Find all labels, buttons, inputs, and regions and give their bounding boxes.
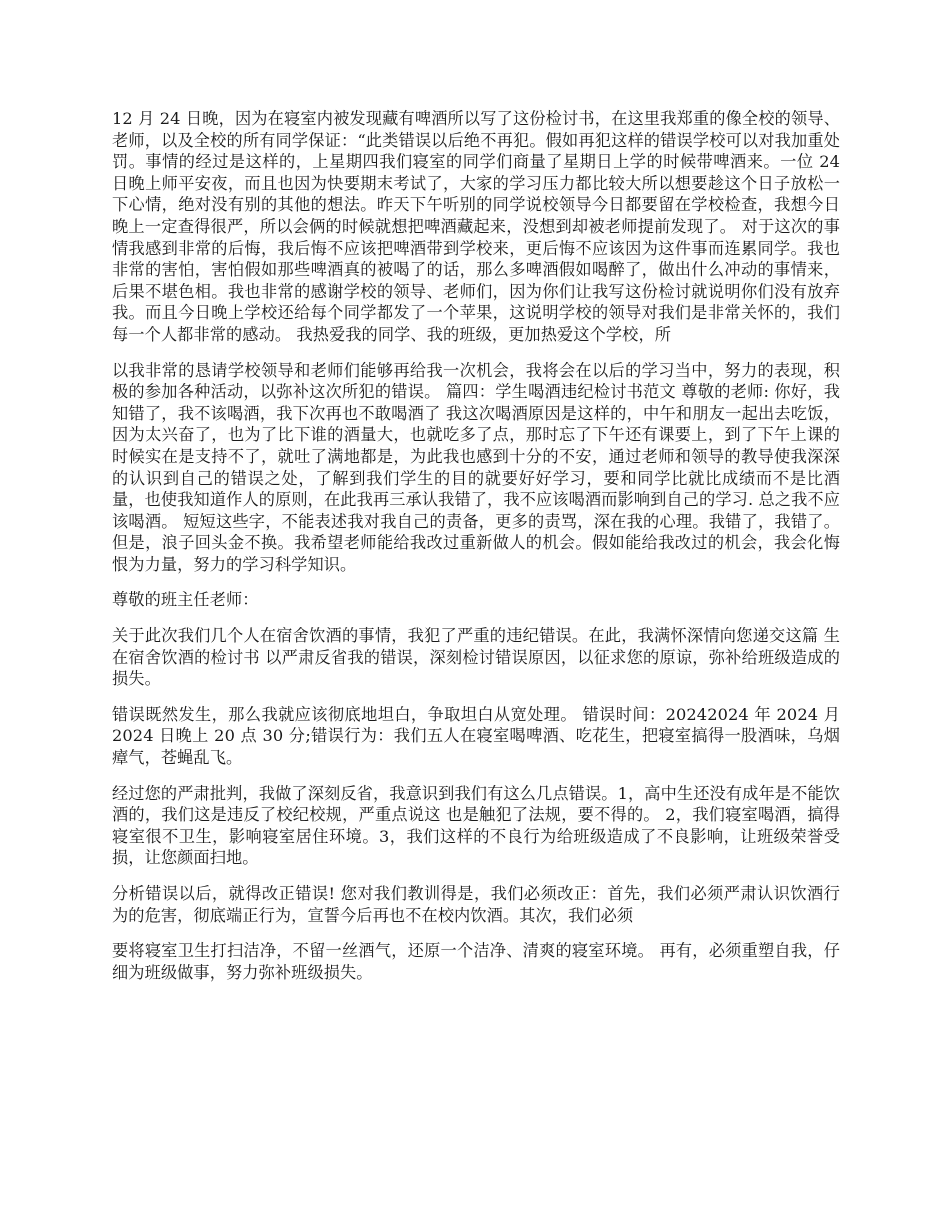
- paragraph-7: 要将寝室卫生打扫洁净，不留一丝酒气，还原一个洁净、清爽的寝室环境。 再有，必须重塑自我，仔细为班级做事，努力弥补班级损失。: [112, 941, 840, 982]
- salutation: 尊敬的班主任老师：: [112, 590, 259, 610]
- paragraph-1: 12 月 24 日晚，因为在寝室内被发现藏有啤酒所以写了这份检讨书，在这里我郑重的像全校的领导、老师，以及全校的所有同学保证：“此类错误以后绝不再犯。假如再犯这样的错误学校可以对我加重处罚。事情的经过是这样的，上星期四我们寝室的同学们商量了星期日上学的时候带啤酒来。一位 24 日晚上师平安夜，而且也因为快要期末考试了，大家的学习压力都比较大所以想要趁这个日子放松一下心情，绝对没有别的其他的想法。昨天下午听别的同学说校领导今日都要留在学校检查，我想今日晚上一定查得很严，所以会俩的时候就想把啤酒藏起来，没想到却被老师提前发现了。 对于这次的事情我感到非常的后悔，我后悔不应该把啤酒带到学校来，更后悔不应该因为这件事而连累同学。我也非常的害怕，害怕假如那些啤酒真的被喝了的话，那么多啤酒假如喝醉了，做出什么冲动的事情来，后果不堪色相。我也非常的感谢学校的领导、老师们，因为你们让我写这份检讨就说明你们没有放弃我。而且今日晚上学校还给每个同学都发了一个苹果，这说明学校的领导对我们是非常关怀的，我们每一个人都非常的感动。 我热爱我的同学、我的班级，更加热爱这个学校，所: [112, 109, 840, 344]
- document-body: [112, 108, 840, 997]
- paragraph-6: 分析错误以后，就得改正错误! 您对我们教训得是，我们必须改正：首先，我们必须严肃认识饮酒行为的危害，彻底端正行为，宣誓今后再也不在校内饮酒。其次，我们必须: [112, 884, 840, 925]
- paragraph-4: 错误既然发生，那么我就应该彻底地坦白，争取坦白从宽处理。 错误时间：20242024 年 2024 月 2024 日晚上 20 点 30 分;错误行为：我们五人在寝室喝啤酒、吃花生，把寝室搞得一股酒味，乌烟瘴气，苍蝇乱飞。: [112, 704, 840, 768]
- paragraph-2: 以我非常的恳请学校领导和老师们能够再给我一次机会，我将会在以后的学习当中，努力的表现，积极的参加各种活动，以弥补这次所犯的错误。 篇四：学生喝酒违纪检讨书范文 尊敬的老师: 你好，我知错了，我不该喝酒，我下次再也不敢喝酒了 我这次喝酒原因是这样的，中午和朋友一起出去吃饭，因为太兴奋了，也为了比下谁的酒量大，也就吃多了点，那时忘了下午还有课要上，到了下午上课的时候实在是支持不了，就吐了满地都是，为此我也感到十分的不安，通过老师和领导的教导使我深深的认识到自己的错误之处，了解到我们学生的目的就要好好学习，要和同学比就比成绩而不是比酒量，也使我知道作人的原则，在此我再三承认我错了，我不应该喝酒而影响到自己的学习. 总之我不应该喝酒。 短短这些字，不能表述我对我自己的责备，更多的责骂，深在我的心理。我错了，我错了。但是，浪子回头金不换。我希望老师能给我改过重新做人的机会。假如能给我改过的机会，我会化悔恨为力量，努力的学习科学知识。: [112, 360, 840, 574]
- paragraph-5: 经过您的严肃批判，我做了深刻反省，我意识到我们有这么几点错误。1，高中生还没有成年是不能饮酒的，我们这是违反了校纪校规，严重点说这 也是触犯了法规，要不得的。 2，我们寝室喝酒，搞得寝室很不卫生，影响寝室居住环境。3，我们这样的不良行为给班级造成了不良影响，让班级荣誉受损，让您颜面扫地。: [112, 783, 840, 868]
- paragraph-3: 关于此次我们几个人在宿舍饮酒的事情，我犯了严重的违纪错误。在此，我满怀深情向您递交这篇 生在宿舍饮酒的检讨书 以严肃反省我的错误，深刻检讨错误原因，以征求您的原谅，弥补给班级造成的损失。: [112, 626, 840, 689]
